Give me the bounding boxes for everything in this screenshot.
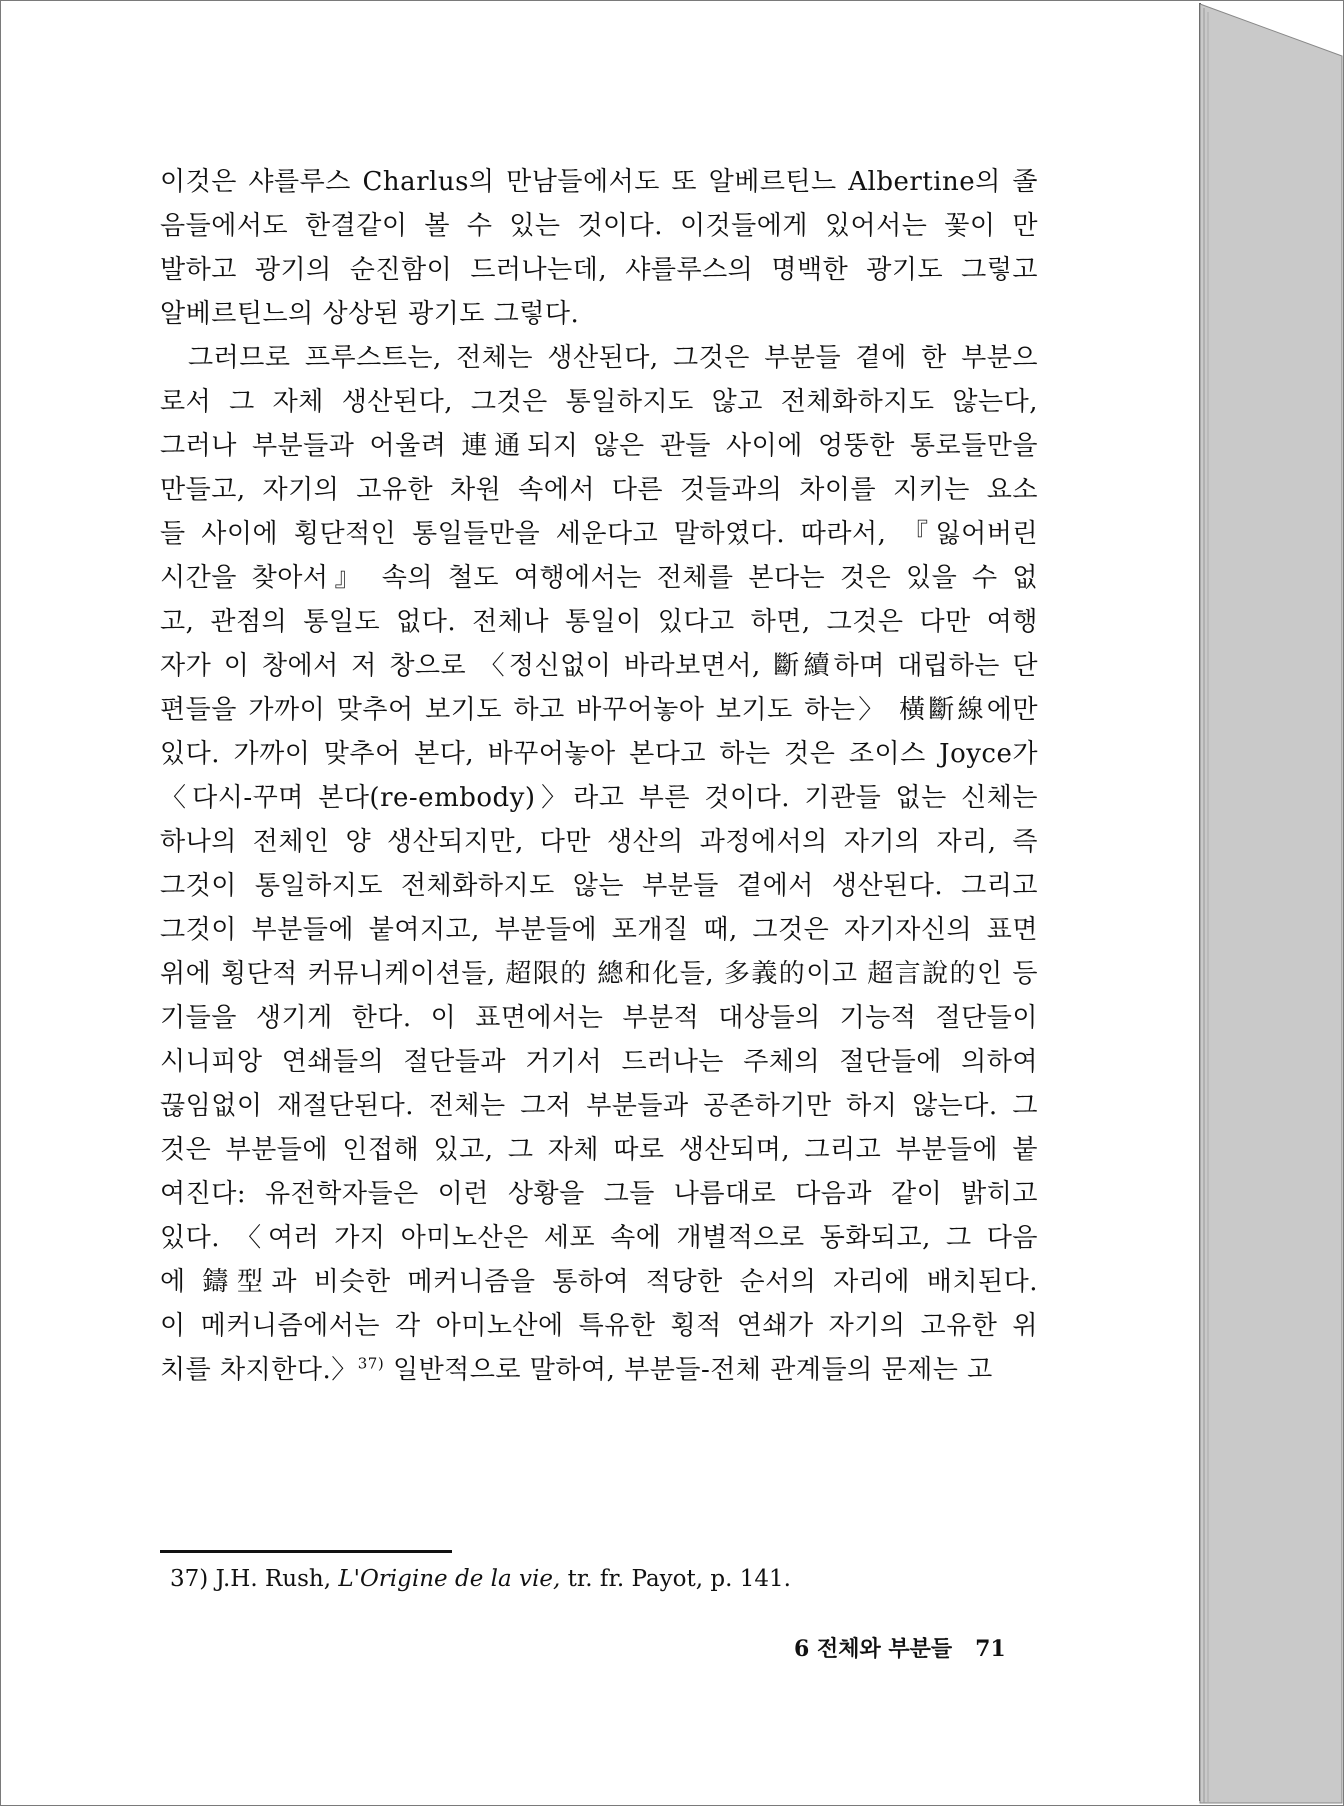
- text-line: 것은 부분들에 인접해 있고, 그 자체 따로 생산되며, 그리고 부분들에 붙: [160, 1135, 1038, 1165]
- text-line: 이것은 샤를루스 Charlus의 만남들에서도 또 알베르틴느 Albertine의 졸: [160, 167, 1038, 197]
- text-line-final-end: 일반적으로 말하여, 부분들-전체 관계들의 문제는 고: [384, 1355, 993, 1385]
- text-line-final-start: 치를 차지한다.〉: [160, 1355, 358, 1385]
- text-line: 그것이 부분들에 붙여지고, 부분들에 포개질 때, 그것은 자기자신의 표면: [160, 915, 1038, 945]
- text-line: 고, 관점의 통일도 없다. 전체나 통일이 있다고 하면, 그것은 다만 여행: [160, 607, 1038, 637]
- body-text: [160, 160, 1038, 1392]
- text-line: 위에 횡단적 커뮤니케이션들, 超限的 總和化들, 多義的이고 超言說的인 등: [160, 959, 1038, 989]
- text-line: 알베르틴느의 상상된 광기도 그렇다.: [160, 299, 580, 329]
- page-number: 71: [975, 1636, 1006, 1662]
- text-line: 끊임없이 재절단된다. 전체는 그저 부분들과 공존하기만 하지 않는다. 그: [160, 1091, 1038, 1121]
- text-line: 그러므로 프루스트는, 전체는 생산된다, 그것은 부분들 곁에 한 부분으: [188, 343, 1038, 373]
- text-line: 시간을 찾아서』 속의 철도 여행에서는 전체를 본다는 것은 있을 수 없: [160, 563, 1038, 593]
- text-line: 들 사이에 횡단적인 통일들만을 세운다고 말하였다. 따라서, 『잃어버린: [160, 519, 1038, 549]
- text-line: 하나의 전체인 양 생산되지만, 다만 생산의 과정에서의 자기의 자리, 즉: [160, 827, 1038, 857]
- text-line: 이 메커니즘에서는 각 아미노산에 특유한 횡적 연쇄가 자기의 고유한 위: [160, 1311, 1038, 1341]
- footnote-number: 37): [170, 1566, 209, 1592]
- paragraph-1: [160, 160, 1038, 336]
- text-line: 그러나 부분들과 어울려 連通되지 않은 관들 사이에 엉뚱한 통로들만을: [160, 431, 1038, 461]
- running-footer: [794, 1632, 1006, 1663]
- footnote-details: tr. fr. Payot, p. 141.: [567, 1566, 791, 1592]
- text-line: 에 鑄型과 비슷한 메커니즘을 통하여 적당한 순서의 자리에 배치된다.: [160, 1267, 1038, 1297]
- text-line: 있다. 가까이 맞추어 본다, 바꾸어놓아 본다고 하는 것은 조이스 Joyce가: [160, 739, 1038, 769]
- text-line: 기들을 생기게 한다. 이 표면에서는 부분적 대상들의 기능적 절단들이: [160, 1003, 1038, 1033]
- footnote-37: [170, 1562, 791, 1596]
- text-line: 여진다: 유전학자들은 이런 상황을 그들 나름대로 다음과 같이 밝히고: [160, 1179, 1038, 1209]
- text-line-final: [160, 1348, 1038, 1392]
- footnote-title: L'Origine de la vie,: [338, 1566, 561, 1592]
- chapter-title: 6 전체와 부분들: [794, 1636, 953, 1662]
- paragraph-2: [160, 336, 1038, 1348]
- text-line: 그것이 통일하지도 전체화하지도 않는 부분들 곁에서 생산된다. 그리고: [160, 871, 1038, 901]
- text-line: 로서 그 자체 생산된다, 그것은 통일하지도 않고 전체화하지도 않는다,: [160, 387, 1038, 417]
- text-line: 음들에서도 한결같이 볼 수 있는 것이다. 이것들에게 있어서는 꽃이 만: [160, 211, 1038, 241]
- text-line: 발하고 광기의 순진함이 드러나는데, 샤를루스의 명백한 광기도 그렇고: [160, 255, 1038, 285]
- text-line: 만들고, 자기의 고유한 차원 속에서 다른 것들과의 차이를 지키는 요소: [160, 475, 1038, 505]
- footnote-author: J.H. Rush,: [215, 1566, 332, 1592]
- text-line: 〈다시-꾸며 본다(re-embody)〉라고 부른 것이다. 기관들 없는 신체는: [160, 783, 1038, 813]
- text-line: 편들을 가까이 맞추어 보기도 하고 바꾸어놓아 보기도 하는〉 橫斷線에만: [160, 695, 1038, 725]
- text-line: 자가 이 창에서 저 창으로 〈정신없이 바라보면서, 斷續하며 대립하는 단: [160, 651, 1038, 681]
- footnote-rule: [160, 1550, 452, 1553]
- footnote-reference[interactable]: 37): [357, 1354, 385, 1373]
- text-line: 있다. 〈여러 가지 아미노산은 세포 속에 개별적으로 동화되고, 그 다음: [160, 1223, 1038, 1253]
- text-line: 시니피앙 연쇄들의 절단들과 거기서 드러나는 주체의 절단들에 의하여: [160, 1047, 1038, 1077]
